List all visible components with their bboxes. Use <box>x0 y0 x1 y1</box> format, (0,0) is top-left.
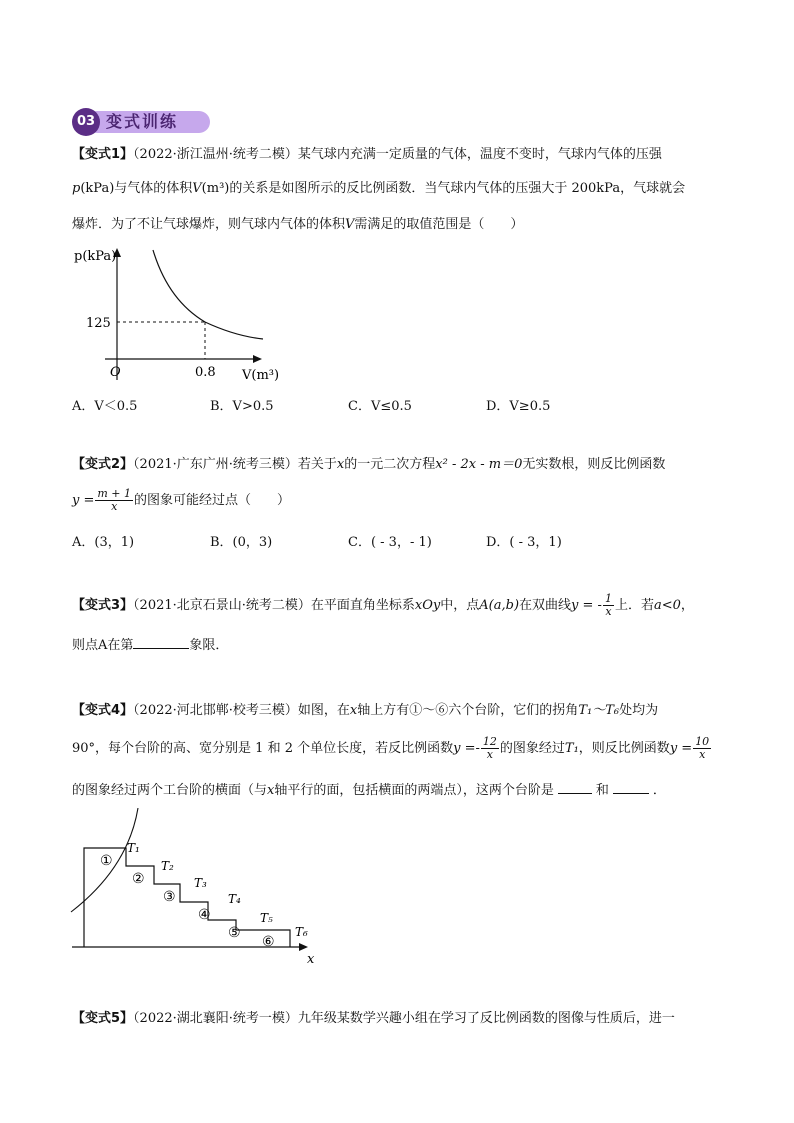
q1-y-label: p(kPa) <box>74 249 117 264</box>
q4-text-a3: 轴上方有 <box>357 703 410 718</box>
q3-cond: a<0 <box>653 598 681 613</box>
q2-line2 <box>72 486 290 516</box>
q3-text-b1: 则点A在第 <box>72 638 134 653</box>
q1-origin: O <box>110 365 121 380</box>
q3-text-a1: 在平面直角坐标系 <box>310 598 415 613</box>
q4-frac1-num: 12 <box>482 735 497 748</box>
q1-v-symbol: V <box>192 181 202 196</box>
q1-option-d[interactable]: D．V≥0.5 <box>486 399 551 414</box>
q1-graph <box>60 240 300 390</box>
q3-frac-num: 1 <box>604 592 612 605</box>
q2-text-a3: 的一元二次方程 <box>344 457 436 472</box>
section-badge-title: 变式训练 <box>106 112 179 131</box>
q4-text-b3: ，则反比例函数 <box>578 741 670 756</box>
q4-line3 <box>72 781 666 799</box>
q4-corner-t4: T₄ <box>228 892 241 906</box>
q3-point: A(a,b) <box>479 598 520 613</box>
q4-t1: T₁ <box>564 741 579 756</box>
q3-tag: 【变式3】 <box>72 598 134 613</box>
q5-tag: 【变式5】 <box>72 1011 134 1026</box>
q4-corner-t1: T₁ <box>127 841 140 855</box>
q2-frac-den: x <box>111 500 118 513</box>
q3-fraction <box>603 593 614 618</box>
q4-text-a5: 处均为 <box>619 703 659 718</box>
q1-x-arrow <box>253 355 262 363</box>
q2-source: （2021·广东广州·统考三模） <box>133 457 298 472</box>
q1-tag: 【变式1】 <box>72 147 134 162</box>
q4-x-symbol-2: x <box>267 783 275 798</box>
q4-answer-blank-1[interactable] <box>558 781 592 794</box>
q4-step-5: ⑤ <box>228 925 241 941</box>
q4-fraction-1 <box>481 736 499 761</box>
section-badge-circle: 03 <box>72 108 100 136</box>
q5-line1 <box>72 1011 675 1027</box>
q1-p-symbol: p <box>72 181 81 196</box>
q4-text-a4: 六个台阶，它们的拐角 <box>448 703 579 718</box>
q4-x-arrow <box>299 943 308 951</box>
q4-text-a1: 如图，在 <box>297 703 350 718</box>
q2-text-b: 的图象可能经过点（ ） <box>134 493 291 508</box>
q4-text-c3: 轴平行的面，包括横面的两端点），这两个台阶是 <box>274 783 554 798</box>
q4-answer-blank-2[interactable] <box>613 781 649 794</box>
q4-line2 <box>72 734 712 764</box>
q4-step-2: ② <box>132 871 145 887</box>
q3-y-eq: y = - <box>571 598 602 613</box>
q4-source: （2022·河北邯郸·校考三模） <box>133 703 298 718</box>
q4-step-3: ③ <box>163 889 176 905</box>
q3-text-a4: 上．若 <box>614 598 654 613</box>
q1-line1 <box>72 147 662 163</box>
q4-corner-t3: T₃ <box>194 876 207 890</box>
q1-hyperbola <box>153 250 263 339</box>
q1-text-a: 某气球内充满一定质量的气体，温度不变时，气球内气体的压强 <box>297 147 662 162</box>
q2-option-c[interactable]: C．( - 3，- 1) <box>348 535 432 550</box>
q4-text-c4: 和 <box>595 783 609 798</box>
q2-tag: 【变式2】 <box>72 457 134 472</box>
q3-source: （2021·北京石景山·统考二模） <box>133 598 311 613</box>
q1-line3 <box>72 217 523 233</box>
q4-corner-t5: T₅ <box>260 911 273 925</box>
q4-x-symbol: x <box>349 703 358 718</box>
q3-coord: xOy <box>414 598 441 613</box>
q1-v-unit: (m³) <box>201 181 230 196</box>
q3-text-a2: 中，点 <box>440 598 480 613</box>
q2-option-d[interactable]: D．( - 3，1) <box>486 535 562 550</box>
q3-answer-blank[interactable] <box>133 636 189 649</box>
q4-corner-t2: T₂ <box>161 859 174 873</box>
q2-y-eq: y = <box>72 493 95 508</box>
section-badge <box>72 108 212 136</box>
q1-x-label: V(m³) <box>242 368 280 383</box>
q1-option-b[interactable]: B．V>0.5 <box>210 399 274 414</box>
q1-text-c1: 爆炸．为了不让气球爆炸，则气球内气体的体积 <box>72 217 346 232</box>
q4-text-b2: 的图象经过 <box>499 741 565 756</box>
q1-x-tick: 0.8 <box>195 365 216 380</box>
q1-text-b3: 与气体的体积 <box>114 181 193 196</box>
q2-option-a[interactable]: A．(3，1) <box>72 535 135 550</box>
q4-tag: 【变式4】 <box>72 703 134 718</box>
q1-v-symbol-2: V <box>345 217 355 232</box>
q2-equation: x² - 2x - m＝0 <box>435 457 523 472</box>
q1-option-a[interactable]: A．V＜0.5 <box>72 399 138 414</box>
q4-corner-t6: T₆ <box>295 925 308 939</box>
q3-line1 <box>72 591 694 621</box>
q1-option-c[interactable]: C．V≤0.5 <box>348 399 412 414</box>
q1-source: （2022·浙江温州·统考二模） <box>133 147 298 162</box>
q3-text-a5: ， <box>680 598 694 613</box>
q2-fraction <box>95 488 133 513</box>
q4-frac1-den: x <box>486 748 493 761</box>
q4-text-b1: 90°，每个台阶的高、宽分别是 1 和 2 个单位长度，若反比例函数 <box>72 741 454 756</box>
q4-text-c1: 的图象经过两个工台阶的横面（与 <box>72 783 268 798</box>
q2-text-a4: 无实数根，则反比例函数 <box>522 457 666 472</box>
q4-text-c5: ． <box>652 783 666 798</box>
q4-y-eq2: y = <box>669 741 693 756</box>
q1-p-unit: (kPa) <box>80 181 115 196</box>
q2-x-symbol: x <box>336 457 345 472</box>
q4-step-6: ⑥ <box>262 934 275 950</box>
q2-option-b[interactable]: B．(0，3) <box>210 535 273 550</box>
q3-text-b2: 象限． <box>189 638 229 653</box>
q4-t-range: T₁～T₆ <box>578 703 620 718</box>
q4-frac2-den: x <box>699 748 706 761</box>
q4-step-1: ① <box>100 853 113 869</box>
q5-source: （2022·湖北襄阳·统考一模） <box>133 1011 298 1026</box>
q1-text-b6: 的关系是如图所示的反比例函数．当气球内气体的压强大于 200kPa，气球就会 <box>229 181 686 196</box>
q1-line2 <box>72 181 685 197</box>
q2-text-a1: 若关于 <box>297 457 337 472</box>
q4-circ-range: ①～⑥ <box>409 703 449 718</box>
q4-fraction-2 <box>693 736 711 761</box>
q3-line2 <box>72 636 228 654</box>
q3-text-a3: 在双曲线 <box>519 598 572 613</box>
q4-frac2-num: 10 <box>695 735 710 748</box>
q4-line1 <box>72 703 658 719</box>
q1-y-tick: 125 <box>86 316 111 331</box>
q3-frac-den: x <box>605 605 612 618</box>
q2-frac-num: m + 1 <box>97 487 132 500</box>
q4-step-4: ④ <box>198 907 211 923</box>
q4-y-eq1: y =- <box>453 741 480 756</box>
q2-line1 <box>72 457 665 473</box>
q4-x-label: x <box>307 952 315 967</box>
q4-staircase <box>84 848 290 947</box>
q5-text: 九年级某数学兴趣小组在学习了反比例函数的图像与性质后，进一 <box>297 1011 675 1026</box>
q4-figure <box>66 808 326 968</box>
q1-text-c3: 需满足的取值范围是（ ） <box>354 217 524 232</box>
